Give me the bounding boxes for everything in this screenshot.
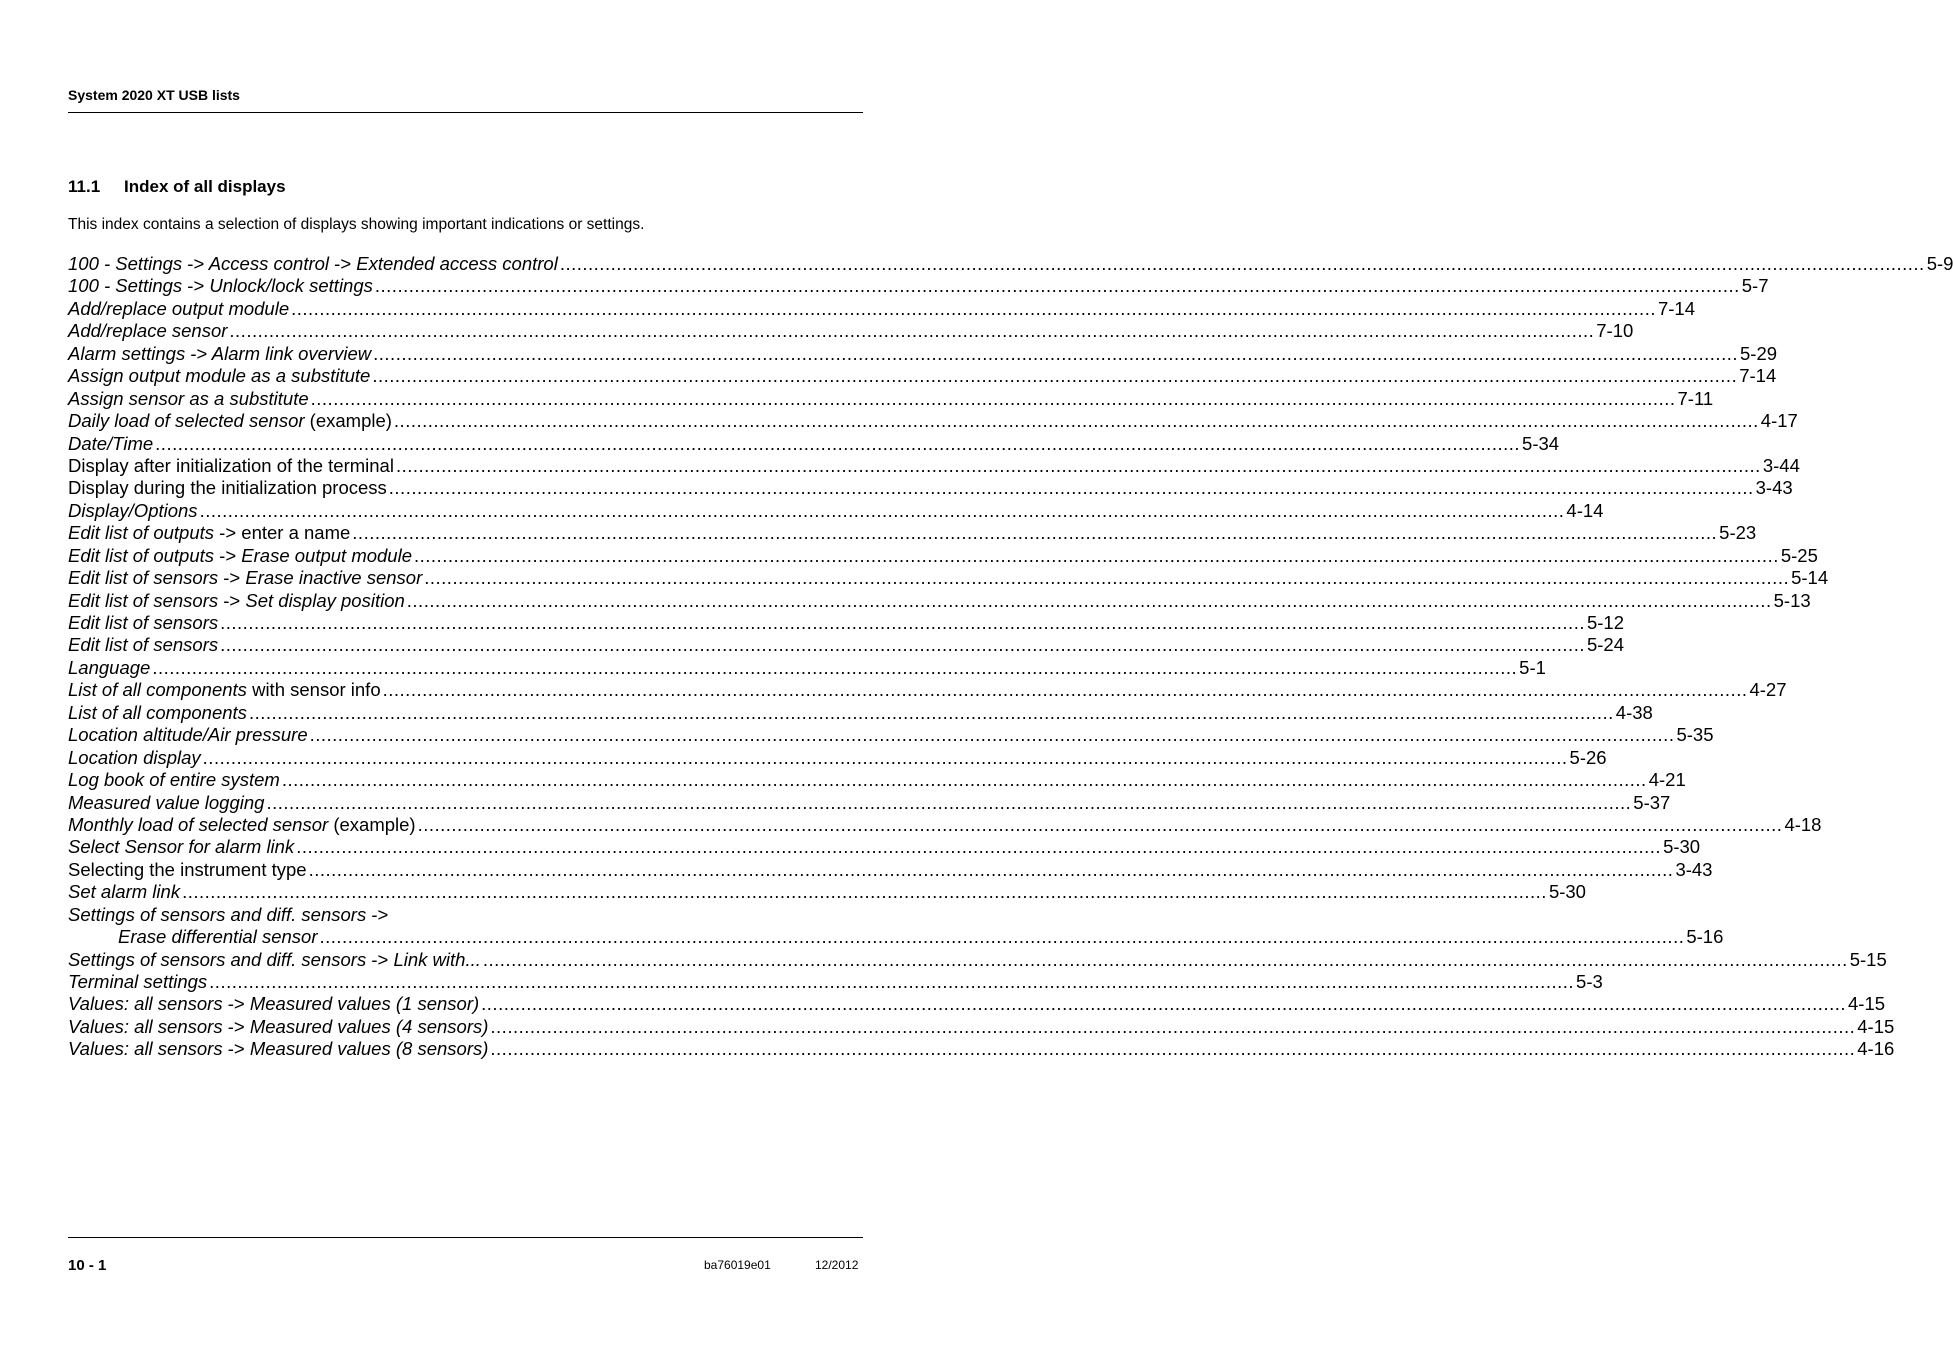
index-entry-label-part: -> — [223, 589, 241, 611]
index-entry — [68, 634, 1625, 656]
index-entry-label — [68, 320, 227, 342]
index-entry-label — [68, 657, 150, 679]
dot-leader — [424, 567, 1789, 589]
index-entry-page: 4-17 — [1760, 410, 1798, 432]
index-entry-page: 5-12 — [1586, 612, 1625, 633]
index-entry-page: 5-1 — [1519, 656, 1546, 678]
index-entry — [68, 791, 1671, 814]
index-entry-label-part: Edit list of outputs — [68, 522, 220, 544]
index-entry-label — [68, 545, 412, 567]
index-entry-label-part: -> — [187, 253, 205, 274]
index-entry-page: 7-14 — [1739, 365, 1777, 387]
index-entry-label-part: Assign sensor as a substitute — [68, 387, 309, 409]
index-entry-label — [68, 747, 201, 769]
index-entry-label-part: -> — [371, 903, 389, 925]
index-entry-label — [68, 1016, 488, 1038]
dot-leader — [483, 949, 1848, 971]
index-entry-label — [68, 724, 308, 746]
index-entry-label-part: 100 - Settings — [68, 275, 188, 297]
index-entry-label-part: -> enter a name — [219, 522, 351, 544]
index-entry-page: 4-18 — [1784, 813, 1822, 835]
index-entry-label-part: Extended access control — [351, 253, 558, 274]
index-entry-page: 5-24 — [1586, 634, 1625, 656]
section-heading — [68, 177, 286, 197]
index-entry — [68, 701, 1653, 724]
index-entry-page: 5-30 — [1663, 836, 1701, 858]
index-entry — [68, 881, 1586, 903]
index-entry-label — [68, 567, 422, 589]
index-entry — [68, 1015, 1895, 1038]
index-entry-label — [68, 792, 264, 814]
index-entry-page: 5-29 — [1740, 342, 1778, 364]
index-entry-label-part: (example) — [304, 410, 392, 432]
index-entry-page: 7-11 — [1677, 387, 1714, 409]
index-entry-label-part: Alarm link overview — [207, 342, 372, 364]
index-entry-label-part: Erase inactive sensor — [240, 567, 423, 589]
index-entry-label-part: Values: all sensors — [68, 1038, 228, 1060]
index-entry-label — [68, 814, 416, 836]
dot-leader — [414, 545, 1779, 567]
index-entry-label-part: Erase output module — [236, 544, 412, 566]
index-entry-label-part: Erase differential sensor — [118, 926, 318, 948]
index-entry — [68, 410, 1798, 432]
index-entry — [68, 724, 1714, 746]
index-entry-label — [68, 275, 373, 297]
index-entry-label-part: Add/replace output module — [68, 297, 290, 319]
index-entry — [68, 499, 1604, 522]
index-entry — [68, 679, 1787, 701]
dot-leader — [309, 859, 1674, 881]
index-entry — [68, 477, 1793, 499]
index-entry — [68, 567, 1829, 589]
dot-leader — [291, 298, 1656, 320]
section-number: 11.1 — [68, 177, 101, 196]
index-entry-label — [68, 1038, 488, 1060]
dot-leader — [373, 343, 1738, 365]
index-entry-label — [68, 298, 289, 320]
index-entry-label-part: List of all components — [68, 679, 247, 701]
dot-leader — [229, 320, 1594, 342]
index-entry — [68, 656, 1546, 679]
index-entry — [68, 1038, 1895, 1060]
dot-leader — [394, 410, 1759, 432]
index-entry — [68, 858, 1713, 881]
index-entry — [68, 769, 1686, 791]
index-entry-page: 5-23 — [1719, 522, 1757, 544]
index-entry-label-part: Language — [68, 656, 151, 678]
index-entry-page: 5-3 — [1576, 971, 1603, 992]
index-entry-label-part: -> — [223, 567, 241, 589]
index-entry-label-part: Set display position — [240, 589, 405, 611]
index-entry-label — [68, 455, 394, 477]
index-entry-label-part: Assign output module as a substitute — [68, 365, 371, 387]
index-entry-label — [68, 522, 350, 544]
index-entry — [68, 454, 1800, 477]
dot-leader — [383, 679, 1748, 701]
index-entry-page: 5-25 — [1780, 544, 1818, 566]
dot-leader — [200, 500, 1565, 522]
index-entry — [68, 342, 1778, 365]
index-entry-label-part: Location display — [68, 746, 201, 768]
index-entry — [68, 544, 1818, 567]
index-entry-label-part: Settings of sensors and diff. sensors — [68, 903, 372, 925]
intro-text: This index contains a selection of displays showing important indications or settings. — [68, 216, 645, 233]
index-entry-label-part: Access control — [204, 253, 335, 274]
index-entry-page: 3-44 — [1762, 454, 1800, 476]
index-entry-page: 7-14 — [1657, 297, 1696, 319]
dot-leader — [203, 747, 1568, 769]
index-entry-label-part: Display after initialization of the terminal — [68, 454, 394, 476]
index-entry-label — [68, 679, 381, 701]
index-entry-page: 3-43 — [1755, 477, 1793, 499]
dot-leader — [418, 814, 1783, 836]
index-entry-label — [68, 859, 307, 881]
index-entry — [68, 813, 1822, 836]
index-entry-label-part: Measured values (4 sensors) — [244, 1015, 489, 1037]
index-entry-label-part: Edit list of sensors — [68, 567, 224, 589]
dot-leader — [266, 792, 1631, 814]
index-entry-page: 5-30 — [1548, 881, 1586, 903]
index-entry-page: 4-15 — [1848, 993, 1886, 1015]
index-entry-label — [68, 500, 198, 522]
index-entry-label — [68, 253, 558, 275]
index-entry-label — [68, 477, 387, 499]
index-entry — [68, 275, 1769, 297]
dot-leader — [490, 1016, 1855, 1038]
footer-page-number: 10 - 1 — [68, 1257, 107, 1274]
dot-leader — [352, 522, 1717, 544]
index-entry-page: 5-14 — [1791, 567, 1829, 589]
dot-leader — [375, 275, 1740, 297]
index-entry — [68, 365, 1777, 387]
index-entry — [68, 904, 854, 926]
index-entry-page: 4-27 — [1749, 679, 1787, 701]
index-entry-label — [68, 949, 481, 971]
index-entry — [68, 971, 1603, 993]
index-entry-label-part: Link with... — [388, 948, 481, 970]
index-entry-label-part: Location altitude/Air pressure — [68, 724, 308, 746]
dot-leader — [372, 365, 1737, 387]
index-entry-page: 5-26 — [1569, 746, 1607, 768]
index-entry-label-part: Edit list of sensors — [68, 634, 219, 656]
index-entry-label — [68, 836, 294, 858]
index-entry-label-part: Daily load of selected sensor — [68, 410, 305, 432]
index-entry-label-part: -> — [371, 948, 389, 970]
index-entry-label-part: 100 - Settings — [68, 253, 188, 274]
dot-leader — [310, 724, 1675, 746]
index-entry-page: 4-38 — [1615, 701, 1653, 723]
index-entry-page: 4-16 — [1857, 1038, 1895, 1060]
footer-document-id: ba76019e01 — [704, 1258, 771, 1272]
index-entry-label — [68, 881, 180, 903]
dot-leader — [481, 993, 1846, 1015]
dot-leader — [490, 1038, 1855, 1060]
index-entry-label-part: -> — [227, 1038, 245, 1060]
index-entry-label — [68, 612, 218, 634]
index-entry-label-part: with sensor info — [246, 679, 381, 701]
index-entry-page: 4-21 — [1648, 769, 1686, 791]
index-entry — [68, 836, 1701, 858]
index-entry — [68, 253, 1953, 275]
index-entry-label-part: Values: all sensors — [68, 1015, 228, 1037]
dot-leader — [220, 612, 1585, 634]
index-entry-label-part: Add/replace sensor — [68, 320, 228, 342]
dot-leader — [396, 455, 1761, 477]
section-title: Index of all displays — [124, 177, 286, 196]
index-entry-label-part: Measured values (8 sensors) — [244, 1038, 489, 1060]
index-entry-page: 5-15 — [1849, 948, 1887, 970]
index-entry-label — [68, 769, 280, 791]
index-entry-label — [68, 634, 218, 656]
index-entry-page: 5-37 — [1633, 791, 1671, 813]
index-entry-label-part: Display during the initialization process — [68, 477, 387, 499]
index-entry-label — [68, 926, 318, 948]
index-entry-label-part: Unlock/lock settings — [204, 275, 373, 297]
index-entry — [68, 926, 1724, 948]
index-entry — [68, 432, 1560, 455]
index-entry-page: 5-13 — [1773, 589, 1811, 611]
index-entry-page: 4-15 — [1857, 1015, 1895, 1037]
index-entry-label-part: Settings of sensors and diff. sensors — [68, 948, 372, 970]
index-entry-label-part: Set alarm link — [68, 881, 181, 903]
index-entry-label-part: Measured values (1 sensor) — [244, 993, 480, 1015]
dot-leader — [220, 634, 1585, 656]
dot-leader — [282, 769, 1647, 791]
running-header: System 2020 XT USB lists — [68, 87, 240, 103]
index-entry-label-part: Select Sensor for alarm link — [68, 836, 295, 858]
index-entry — [68, 612, 1625, 634]
index-entry-label-part: -> — [190, 342, 208, 364]
index-entry — [68, 387, 1714, 410]
index-entry-label-part: List of all components — [68, 701, 247, 723]
dot-leader — [209, 971, 1574, 993]
index-entry-label — [68, 410, 392, 432]
index-entry — [68, 746, 1607, 769]
index-entry-label-part: -> — [227, 1015, 245, 1037]
index-entry-page: 3-43 — [1675, 858, 1713, 880]
dot-leader — [155, 433, 1520, 455]
index-entry-label-part: -> — [219, 544, 237, 566]
index-entry-label — [68, 702, 247, 724]
index-entry — [68, 993, 1886, 1015]
dot-leader — [407, 590, 1772, 612]
index-entry-label-part: (example) — [328, 813, 416, 835]
footer-rule — [68, 1237, 863, 1238]
dot-leader — [560, 253, 1925, 275]
index-entry-label-part: Alarm settings — [68, 342, 191, 364]
dot-leader — [296, 836, 1661, 858]
dot-leader — [320, 926, 1685, 948]
index-entry — [68, 589, 1811, 612]
index-entry-label-part: -> — [334, 253, 352, 274]
index-entry-label-part: Measured value logging — [68, 791, 265, 813]
index-entry-label — [68, 365, 370, 387]
index-entry-page: 5-34 — [1522, 432, 1560, 454]
index-entry-label — [68, 343, 371, 365]
dot-leader — [249, 702, 1614, 724]
index-entry-label-part: Edit list of sensors — [68, 612, 219, 633]
index-entry-page: 4-14 — [1566, 499, 1604, 521]
footer-date: 12/2012 — [815, 1258, 859, 1272]
index-entry-label — [68, 590, 405, 612]
index-entry-label — [68, 388, 309, 410]
index-entry-page: 5-35 — [1676, 724, 1714, 746]
index-entry-page: 5-9 — [1926, 253, 1953, 274]
index-entry-label-part: Terminal settings — [68, 971, 208, 992]
index-entry-label-part: Values: all sensors — [68, 993, 228, 1015]
index-entry-page: 7-10 — [1596, 320, 1634, 342]
index-entry-label-part: Date/Time — [68, 432, 154, 454]
header-rule — [68, 112, 863, 113]
index-entry-page: 5-16 — [1686, 926, 1724, 948]
index-entry-label-part: Selecting the instrument type — [68, 858, 307, 880]
index-entry-page: 5-7 — [1741, 275, 1769, 297]
index-entry — [68, 297, 1696, 320]
index-entry-label-part: Edit list of outputs — [68, 544, 220, 566]
dot-leader — [389, 477, 1754, 499]
index-entry-label-part: Monthly load of selected sensor — [68, 813, 329, 835]
index-entry-label — [68, 904, 388, 926]
dot-leader — [152, 657, 1517, 679]
index-entry-label-part: Log book of entire system — [68, 769, 280, 791]
index-entry — [68, 948, 1887, 971]
index-entry-label-part: -> — [227, 993, 245, 1015]
index-entry-label-part: -> — [187, 275, 205, 297]
dot-leader — [311, 388, 1676, 410]
index-entry-label — [68, 971, 207, 993]
display-index-list — [68, 253, 1953, 1061]
index-entry — [68, 320, 1634, 342]
index-entry-label — [68, 993, 479, 1015]
index-entry-label-part: Display/Options — [68, 499, 198, 521]
index-entry-label-part: Edit list of sensors — [68, 589, 224, 611]
index-entry — [68, 522, 1757, 544]
dot-leader — [182, 881, 1547, 903]
index-entry-label — [68, 433, 153, 455]
